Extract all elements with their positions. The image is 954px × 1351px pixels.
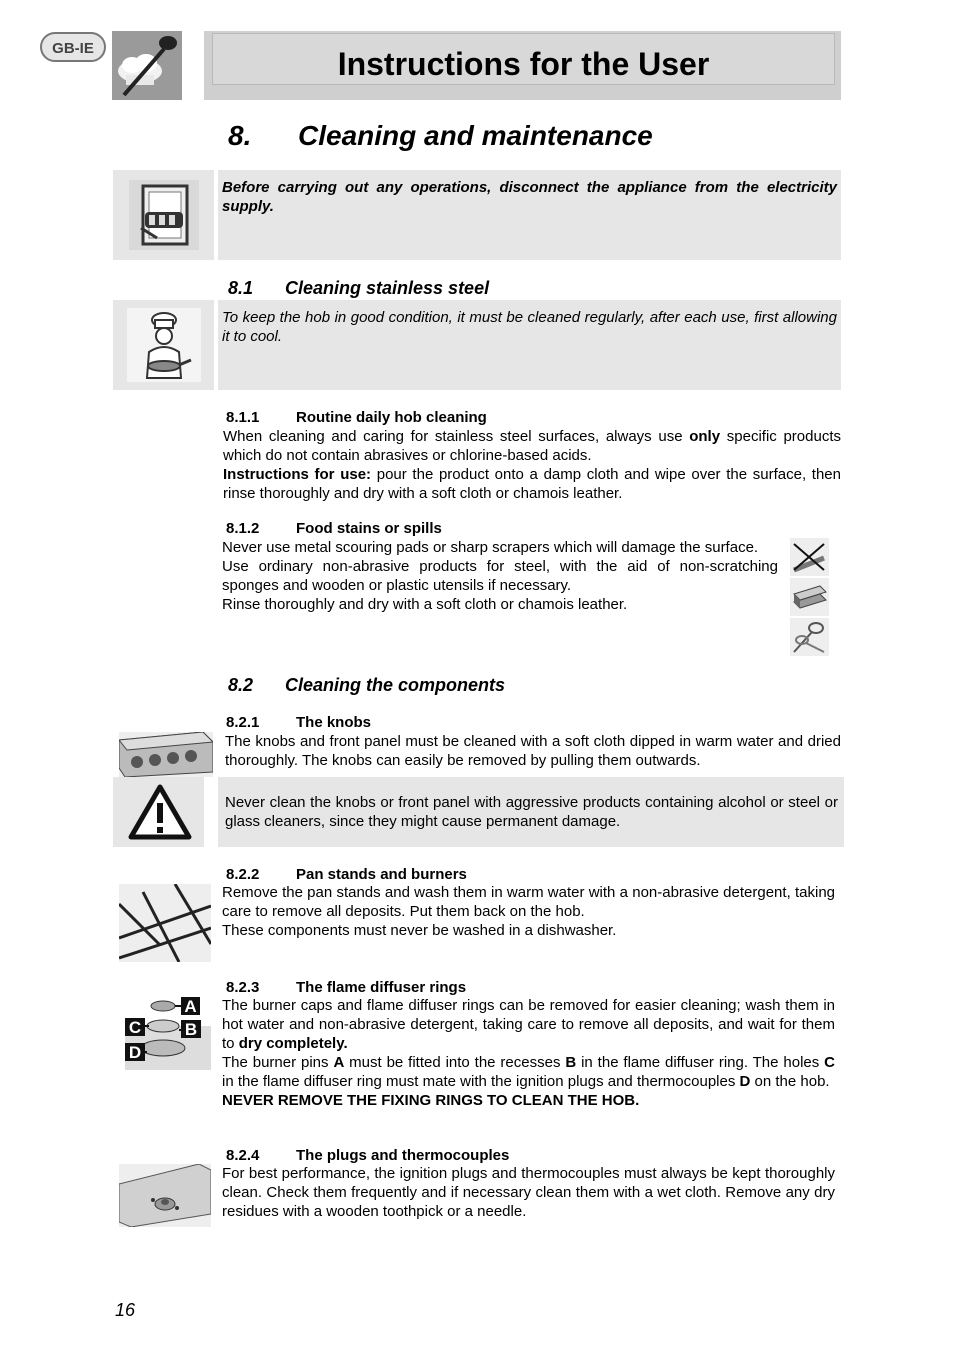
routine-cleaning-text: When cleaning and caring for stainless steel surfaces, always use only specific products which do not contain abrasives or chlorine-based acids. Instructions for use: pour the product onto a damp cloth and wipe over the surface, then rinse thoroughly and dry with a soft cloth or chamois leather. (223, 428, 841, 502)
cleaning-tools-icons (790, 538, 829, 656)
cooling-note-text: To keep the hob in good condition, it must be cleaned regularly, after each use, first allowing it to cool. (222, 309, 837, 345)
chef-icon (133, 310, 195, 380)
page-title: Instructions for the User (337, 46, 710, 82)
label-D: D (128, 1043, 142, 1062)
knobs-warning-text: Never clean the knobs or front panel with aggressive products containing alcohol or steel or glass cleaners, since they might cause permanent damage. (225, 794, 838, 830)
electric-warning-text: Before carrying out any operations, disconnect the appliance from the electricity supply. (222, 179, 837, 215)
chef-spoon-logo (112, 31, 182, 100)
knobs-panel-icon (119, 732, 213, 777)
sponge-icon (790, 578, 829, 616)
page-number: 16 (115, 1300, 136, 1320)
label-C: C (128, 1018, 142, 1037)
plug-warning-box (113, 170, 214, 260)
section-title (228, 120, 653, 152)
pan-stands-text: Remove the pan stands and wash them in warm water with a non-abrasive detergent, taking care to remove all deposits. Put them back on the hob. These components must never be washed in a dishwasher. (222, 884, 835, 939)
chef-icon-box (113, 300, 214, 390)
wooden-utensils-icon (790, 618, 829, 656)
heading-8-1-1: 8.1.1 Routine daily hob cleaning (226, 409, 487, 426)
heading-8-2-1: 8.2.1 The knobs (226, 714, 372, 731)
section-title-text: Cleaning and maintenance (298, 120, 653, 151)
socket-plug-icon (137, 182, 193, 248)
crossed-scraper-icon (790, 538, 829, 576)
pan-stand-icon (119, 884, 211, 962)
heading-8-2-2: 8.2.2 Pan stands and burners (226, 866, 467, 883)
flame-diffuser-diagram-icon (119, 996, 211, 1070)
label-A: A (184, 997, 197, 1016)
heading-8-1-2: 8.1.2 Food stains or spills (226, 520, 442, 537)
thermocouple-icon (119, 1164, 211, 1227)
knobs-text: The knobs and front panel must be cleaned with a soft cloth dipped in warm water and dried thoroughly. The knobs can easily be removed by pulling them outwards. (225, 733, 841, 769)
label-B: B (184, 1020, 198, 1039)
flame-diffuser-text: The burner caps and flame diffuser rings can be removed for easier cleaning; wash them in hot water and non-abrasive detergent, taking care to remove all deposits, and wait for them to dry completely. The burner pins A must be fitted into the recesses B in the flame diffuser ring. The holes C in the flame diffuser ring must mate with the ignition plugs and thermocouples D on the hob. NEVER REMOVE THE FIXING RINGS TO CLEAN THE HOB. (222, 997, 835, 1109)
food-stains-text: Never use metal scouring pads or sharp scrapers which will damage the surface. Use ordinary non-abrasive products for steel, with the aid of non-scratching sponges and wooden or plastic utensils if necessary. Rinse thoroughly and dry with a soft cloth or chamois leather. (222, 539, 778, 613)
plugs-thermocouples-text: For best performance, the ignition plugs and thermocouples must always be kept thoroughly clean. Check them frequently and if necessary clean them with a wet cloth. Remove any dry residues with a wooden toothpick or a needle. (222, 1165, 835, 1220)
electric-warning-panel (218, 170, 841, 260)
subsection-8-1-title: 8.1 Cleaning stainless steel (228, 278, 490, 298)
header-bar (204, 31, 841, 100)
caution-icon-box (113, 777, 204, 847)
region-badge: GB-IE (40, 32, 106, 62)
subsection-8-2-title: 8.2 Cleaning the components (228, 675, 506, 695)
cooling-note-panel (218, 300, 841, 390)
warning-triangle-icon (127, 783, 193, 841)
section-number: 8. (228, 120, 252, 151)
heading-8-2-4: 8.2.4 The plugs and thermocouples (226, 1147, 510, 1164)
knobs-warning-panel (218, 777, 844, 847)
heading-8-2-3: 8.2.3 The flame diffuser rings (226, 979, 467, 996)
